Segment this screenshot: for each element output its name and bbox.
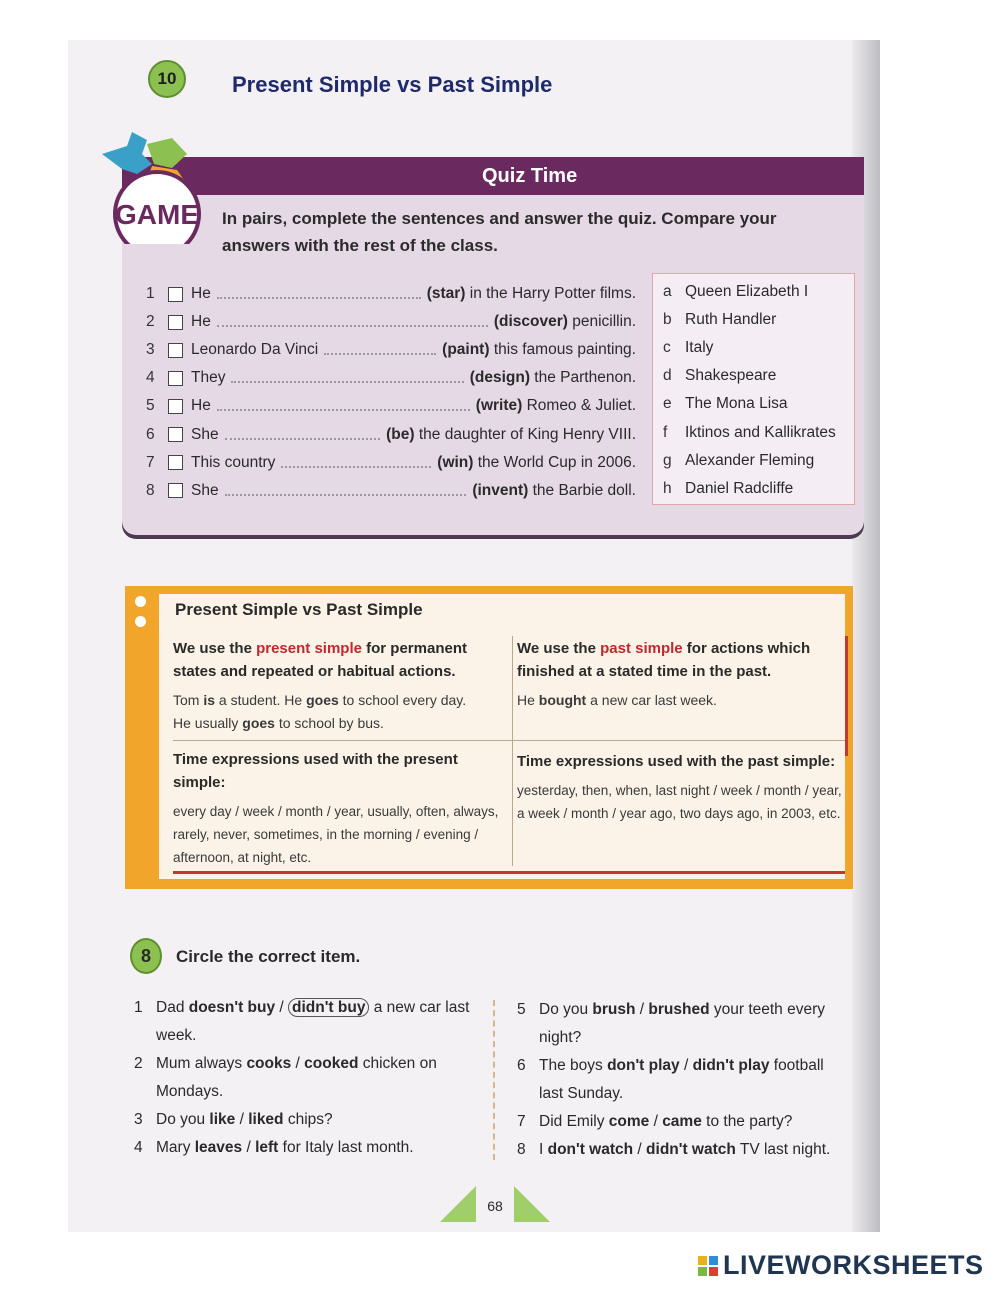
option-1[interactable]: come	[608, 1113, 650, 1130]
quiz-question	[146, 364, 636, 392]
exercise-item	[134, 1050, 474, 1106]
question-text: (write) Romeo & Juliet.	[475, 397, 636, 415]
exercise-sentence: The boys don't play / didn't play football last Sunday.	[539, 1057, 824, 1102]
exercise-item	[134, 1134, 474, 1162]
question-number: 2	[146, 313, 155, 331]
answer-text: Queen Elizabeth I	[685, 283, 809, 301]
quiz-header-bar	[122, 157, 864, 195]
question-subject: They	[191, 369, 226, 387]
exercise-divider	[493, 1000, 495, 1160]
answer-blank[interactable]	[225, 494, 467, 496]
exercise-item-number: 5	[517, 1001, 526, 1018]
answer-checkbox[interactable]	[168, 371, 183, 386]
quiz-answer-option	[653, 278, 854, 306]
answer-text: Shakespeare	[685, 367, 777, 385]
question-text: (win) the World Cup in 2006.	[437, 453, 636, 471]
question-text: (be) the daughter of King Henry VIII.	[386, 425, 636, 443]
option-1[interactable]: don't watch	[547, 1141, 634, 1158]
question-subject: Leonardo Da Vinci	[191, 341, 319, 359]
question-number: 4	[146, 369, 155, 387]
question-text: (star) in the Harry Potter films.	[426, 285, 636, 303]
grammar-divider-h	[173, 740, 845, 741]
grammar-divider-v	[512, 636, 513, 866]
past-example: He bought a new car last week.	[517, 692, 717, 708]
answer-text: The Mona Lisa	[685, 395, 788, 413]
answer-text: Alexander Fleming	[685, 451, 815, 469]
exercise-item	[517, 1136, 852, 1164]
answer-checkbox[interactable]	[168, 455, 183, 470]
quiz-instructions: In pairs, complete the sentences and answer the quiz. Compare your answers with the rest of the class.	[222, 209, 777, 255]
grammar-content	[159, 594, 845, 879]
exercise-item-number: 2	[134, 1055, 143, 1072]
exercise-item-number: 8	[517, 1141, 526, 1158]
exercise-sentence: Mary leaves / left for Italy last month.	[156, 1139, 414, 1156]
exercise-item-number: 6	[517, 1057, 526, 1074]
question-subject: She	[191, 425, 219, 443]
question-number: 7	[146, 453, 155, 471]
present-time-heading: Time expressions used with the present simple:	[173, 751, 458, 791]
quiz-answer-option	[653, 418, 854, 446]
option-2[interactable]: didn't buy	[288, 998, 369, 1017]
answer-blank[interactable]	[225, 438, 381, 440]
exercise-number-badge: 8	[130, 938, 162, 974]
decor-dot	[135, 596, 146, 607]
answer-blank[interactable]	[324, 353, 436, 355]
question-text: (paint) this famous painting.	[442, 341, 636, 359]
answer-checkbox[interactable]	[168, 287, 183, 302]
exercise-item-number: 4	[134, 1139, 143, 1156]
answer-letter: c	[663, 339, 671, 357]
exercise-item	[517, 1052, 852, 1108]
option-2[interactable]: liked	[248, 1111, 284, 1128]
past-rule: We use the past simple for actions which finished at a stated time in the past.	[517, 640, 811, 680]
game-label: GAME	[115, 199, 199, 230]
exercise-title: Circle the correct item.	[176, 947, 361, 966]
grammar-bottom-line	[173, 871, 845, 874]
answer-text: Daniel Radcliffe	[685, 479, 794, 497]
option-2[interactable]: came	[662, 1113, 702, 1130]
logo-grid-icon	[698, 1256, 718, 1276]
answer-letter: e	[663, 395, 672, 413]
option-2[interactable]: brushed	[648, 1001, 710, 1018]
exercise-left-column	[134, 994, 474, 1162]
present-rule: We use the present simple for permanent states and repeated or habitual actions.	[173, 640, 467, 680]
exercise-item	[134, 994, 474, 1050]
exercise-sentence: I don't watch / didn't watch TV last night.	[539, 1141, 831, 1158]
quiz-question	[146, 336, 636, 364]
question-subject: He	[191, 285, 211, 303]
question-subject: This country	[191, 453, 276, 471]
present-time-section	[173, 748, 509, 869]
past-simple-term: past simple	[600, 640, 683, 657]
liveworksheets-logo	[698, 1250, 984, 1281]
exercise-item-number: 3	[134, 1111, 143, 1128]
decor-dot	[135, 616, 146, 627]
question-subject: He	[191, 313, 211, 331]
logo-text: LIVEWORKSHEETS	[723, 1250, 984, 1280]
option-1[interactable]: cooks	[246, 1055, 292, 1072]
quiz-answer-box	[652, 273, 855, 505]
answer-blank[interactable]	[217, 297, 421, 299]
page-number: 68	[487, 1198, 503, 1214]
present-simple-term: present simple	[256, 640, 362, 657]
quiz-question-list	[146, 280, 636, 505]
exercise-item	[134, 1106, 474, 1134]
answer-blank[interactable]	[217, 325, 488, 327]
grammar-accent-line	[845, 636, 848, 756]
answer-blank[interactable]	[231, 381, 463, 383]
exercise-item	[517, 1108, 852, 1136]
question-text: (discover) penicillin.	[493, 313, 636, 331]
present-rule-section	[173, 637, 509, 735]
answer-letter: g	[663, 451, 672, 469]
quiz-question	[146, 308, 636, 336]
quiz-question	[146, 420, 636, 448]
exercise-sentence: Dad doesn't buy / didn't buy a new car last week.	[156, 999, 470, 1044]
quiz-answer-option	[653, 390, 854, 418]
quiz-question	[146, 449, 636, 477]
unit-title: Present Simple vs Past Simple	[232, 72, 553, 97]
answer-checkbox[interactable]	[168, 427, 183, 442]
option-1[interactable]: don't play	[607, 1057, 680, 1074]
answer-blank[interactable]	[217, 409, 470, 411]
present-example: Tom is a student. He goes to school every day. He usually goes to school by bus.	[173, 692, 467, 731]
quiz-answer-option	[653, 362, 854, 390]
question-subject: She	[191, 481, 219, 499]
exercise-item-number: 7	[517, 1113, 526, 1130]
quiz-answer-option	[653, 475, 854, 503]
question-number: 6	[146, 425, 155, 443]
exercise-sentence: Do you like / liked chips?	[156, 1111, 333, 1128]
quiz-question	[146, 477, 636, 505]
question-subject: He	[191, 397, 211, 415]
option-2[interactable]: cooked	[304, 1055, 359, 1072]
option-2[interactable]: didn't play	[692, 1057, 770, 1074]
quiz-question	[146, 280, 636, 308]
answer-checkbox[interactable]	[168, 343, 183, 358]
exercise-sentence: Did Emily come / came to the party?	[539, 1113, 793, 1130]
answer-text: Iktinos and Kallikrates	[685, 423, 836, 441]
question-text: (design) the Parthenon.	[469, 369, 636, 387]
exercise-item	[517, 996, 852, 1052]
answer-letter: d	[663, 367, 672, 385]
past-rule-section	[517, 637, 843, 712]
past-time-heading: Time expressions used with the past simple:	[517, 753, 836, 770]
grammar-box	[125, 586, 853, 889]
exercise-sentence: Mum always cooks / cooked chicken on Mondays.	[156, 1055, 437, 1100]
answer-letter: b	[663, 311, 672, 329]
option-2[interactable]: left	[255, 1139, 279, 1156]
quiz-answer-option	[653, 334, 854, 362]
question-text: (invent) the Barbie doll.	[472, 481, 636, 499]
game-puzzle-icon	[92, 124, 212, 244]
answer-letter: a	[663, 283, 672, 301]
grammar-title: Present Simple vs Past Simple	[175, 600, 423, 619]
option-1[interactable]: doesn't buy	[188, 999, 276, 1016]
option-1[interactable]: leaves	[194, 1139, 243, 1156]
option-2[interactable]: didn't watch	[646, 1141, 736, 1158]
answer-letter: f	[663, 423, 668, 441]
past-time-section	[517, 750, 847, 825]
quiz-answer-option	[653, 306, 854, 334]
option-1[interactable]: like	[209, 1111, 236, 1128]
exercise-item-number: 1	[134, 999, 143, 1016]
question-number: 1	[146, 285, 155, 303]
quiz-title: Quiz Time	[482, 165, 578, 187]
page-number-tab	[440, 1186, 550, 1222]
present-time-list: every day / week / month / year, usually, often, always, rarely, never, sometimes, in the morning / evening / afternoon, at night, etc.	[173, 804, 499, 865]
answer-blank[interactable]	[281, 466, 431, 468]
answer-checkbox[interactable]	[168, 483, 183, 498]
answer-text: Italy	[685, 339, 714, 357]
answer-checkbox[interactable]	[168, 315, 183, 330]
quiz-answer-option	[653, 447, 854, 475]
question-number: 5	[146, 397, 155, 415]
answer-letter: h	[663, 479, 672, 497]
answer-text: Ruth Handler	[685, 311, 777, 329]
option-1[interactable]: brush	[592, 1001, 636, 1018]
question-number: 8	[146, 481, 155, 499]
quiz-question	[146, 392, 636, 420]
exercise-sentence: Do you brush / brushed your teeth every night?	[539, 1001, 826, 1046]
exercise-right-column	[517, 996, 852, 1164]
question-number: 3	[146, 341, 155, 359]
past-time-list: yesterday, then, when, last night / week / month / year, a week / month / year ago, two days ago, in 2003, etc.	[517, 783, 842, 821]
unit-number-badge: 10	[148, 60, 186, 98]
answer-checkbox[interactable]	[168, 399, 183, 414]
